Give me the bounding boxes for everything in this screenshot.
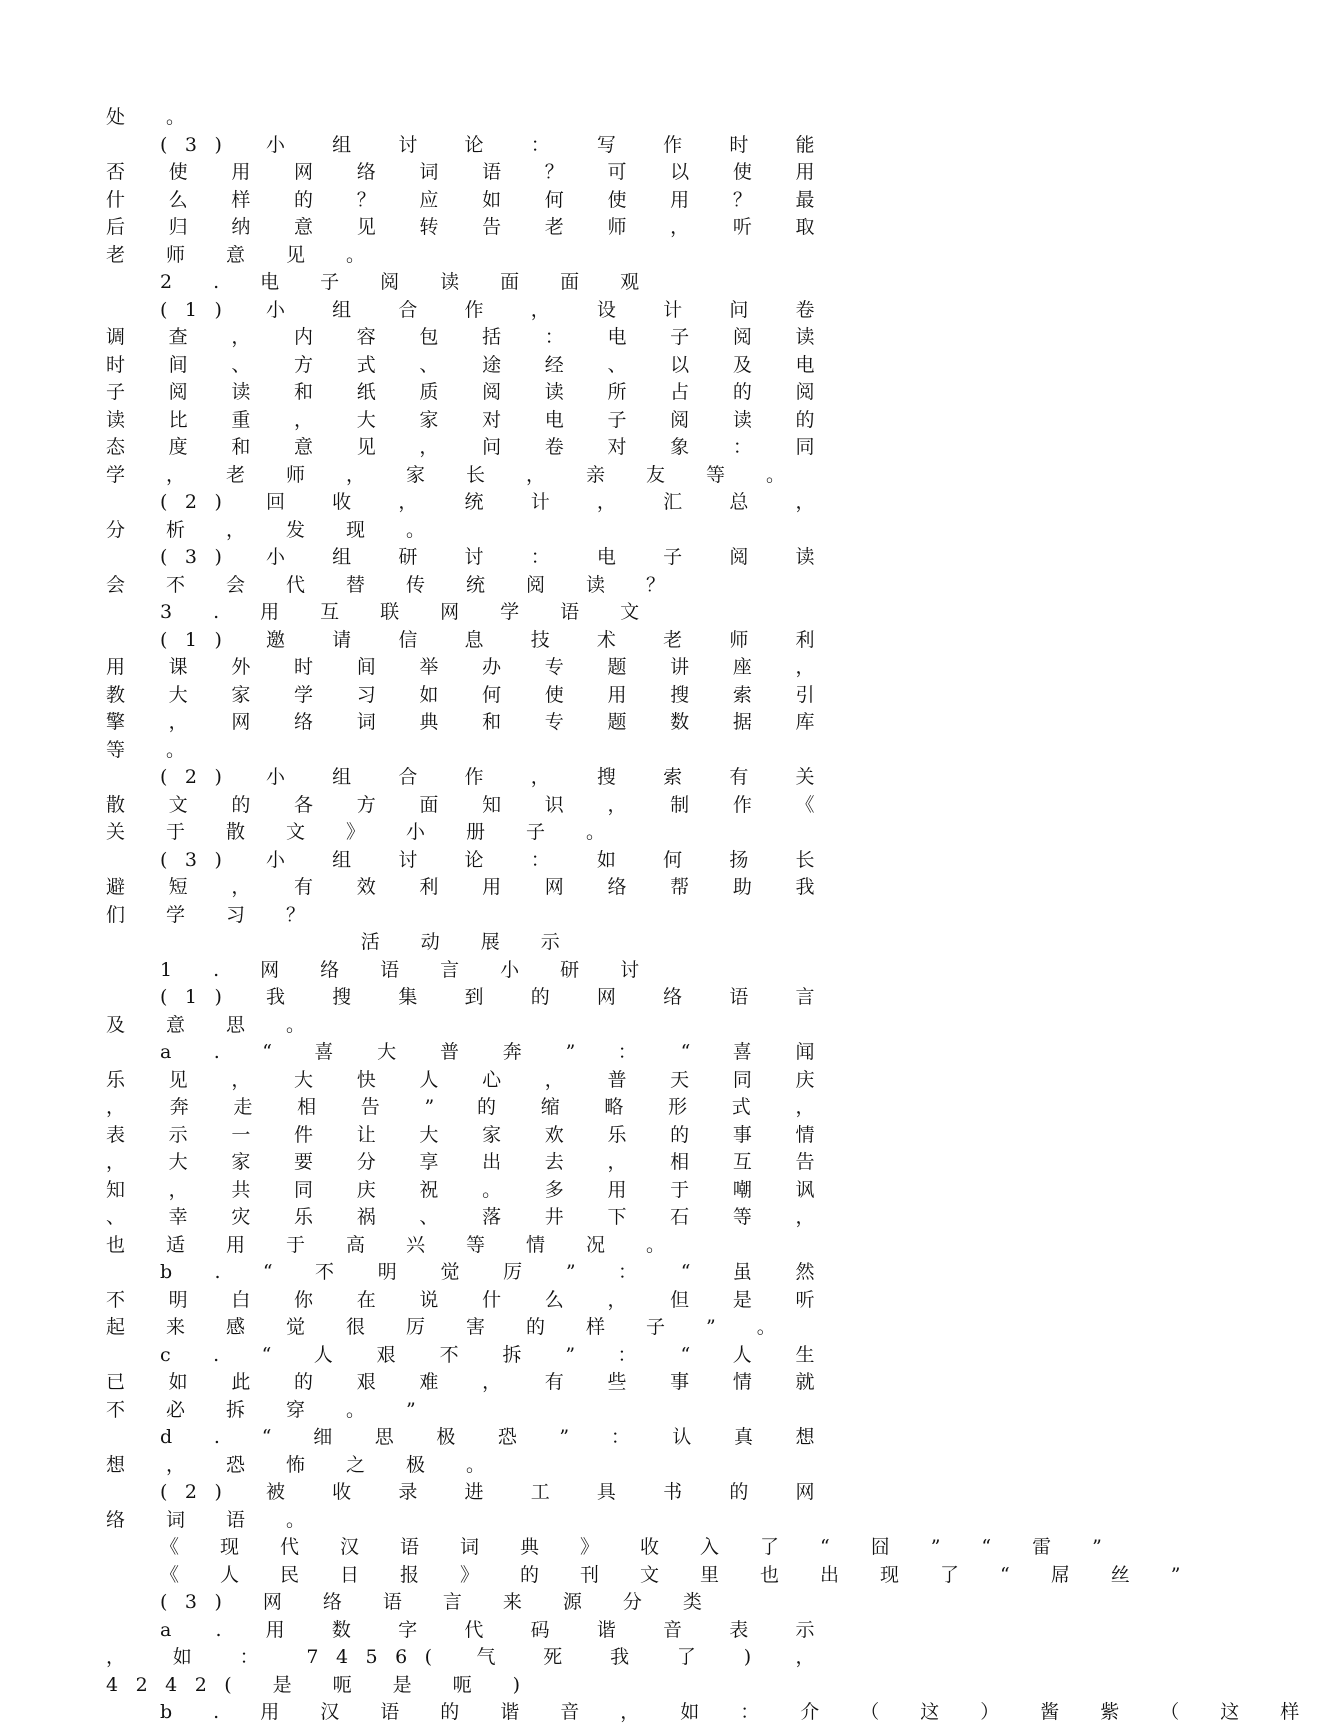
paragraph-13: (3) 网 络 语 言 来 源 分 类 [160,1591,720,1613]
paragraph-6: (1) 邀 请 信 息 技 术 老 师 利 用 课 外 时 间 举 办 专 题 讲 座 ， 教 大 家 学 习 如 何 使 用 搜 索 引 擎 ， 网 络 词 典 和 专 题 数 据 库 等 。 [106,628,832,761]
item-b: b . “ 不 明 觉 厉 ” ： “ 虽 然 不 明 白 你 在 说 什 么 ， 但 是 听 起 来 感 觉 很 厉 害 的 样 子 ” 。 [106,1261,832,1338]
paragraph-1: 处 。 [106,106,203,128]
paragraph-8: (3) 小 组 讨 论 ： 如 何 扬 长 避 短 ， 有 效 利 用 网 络 帮 助 我 们 学 习 ？ [106,848,832,926]
paragraph-12: 《 人 民 日 报 》 的 刊 文 里 也 出 现 了 “ 屌 丝 ” [160,1563,1198,1586]
document-page [106,104,1317,1727]
source-item-b: b . 用 汉 语 的 谐 音 ， 如 ： 介 （ 这 ） 酱 紫 （ 这 样 [160,1701,1317,1723]
paragraph-5: (3) 小 组 研 讨 ： 电 子 阅 读 会 不 会 代 替 传 统 阅 读 ？ [106,546,832,596]
heading-net-language: 1 . 网 络 语 言 小 研 讨 [160,958,657,981]
heading-electronic-reading: 2 . 电 子 阅 读 面 面 观 [160,271,657,293]
source-item-a: a . 用 数 字 代 码 谐 音 表 示 ， 如 ： 7456( 气 死 我 了 ) ， 4242( 是 呃 是 呃 ) [106,1618,832,1696]
paragraph-3: (1) 小 组 合 作 ， 设 计 问 卷 调 查 ， 内 容 包 括 ： 电 子 阅 读 时 间 、 方 式 、 途 经 、 以 及 电 子 阅 读 和 纸 质 阅 读 所 占 的 阅 读 比 重 ， 大 家 对 电 子 阅 读 的 态 度 和 意 见 ， 问 卷 对 象 ： 同 学 ， 老 师 ， 家 长 ， 亲 友 等 。 [106,298,832,486]
item-d: d . “ 细 思 极 恐 ” ： 认 真 想 想 ， 恐 怖 之 极 。 [106,1426,832,1476]
item-a: a . “ 喜 大 普 奔 ” ： “ 喜 闻 乐 见 ， 大 快 人 心 ， 普 天 同 庆 ， 奔 走 相 告 ” 的 缩 略 形 式 ， 表 示 一 件 让 大 家 欢 乐 的 事 情 ， 大 家 要 分 享 出 去 ， 相 互 告 知 ， 共 同 庆 祝 。 多 用 于 嘲 讽 、 幸 灾 乐 祸 、 落 井 下 石 等 ， 也 适 用 于 高 兴 等 情 况 。 [106,1041,832,1256]
item-c: c . “ 人 艰 不 拆 ” ： “ 人 生 已 如 此 的 艰 难 ， 有 些 事 情 就 不 必 拆 穿 。 ” [106,1343,832,1421]
section-title: 活 动 展 示 [360,931,578,953]
heading-internet-chinese: 3 . 用 互 联 网 学 语 文 [160,601,657,623]
paragraph-9: (1) 我 搜 集 到 的 网 络 语 言 及 意 思 。 [106,986,832,1036]
paragraph-2: (3) 小 组 讨 论 ： 写 作 时 能 否 使 用 网 络 词 语 ？ 可 以 使 用 什 么 样 的 ？ 应 如 何 使 用 ？ 最 后 归 纳 意 见 转 告 老 师 ， 听 取 老 师 意 见 。 [106,133,832,266]
paragraph-11: 《 现 代 汉 语 词 典 》 收 入 了 “ 囧 ” “ 雷 ” [160,1536,1120,1558]
paragraph-7: (2) 小 组 合 作 ， 搜 索 有 关 散 文 的 各 方 面 知 识 ， 制 作 《 关 于 散 文 》 小 册 子 。 [106,766,832,843]
paragraph-4: (2) 回 收 ， 统 计 ， 汇 总 ， 分 析 ， 发 现 。 [106,491,832,541]
paragraph-10: (2) 被 收 录 进 工 具 书 的 网 络 词 语 。 [106,1481,832,1531]
